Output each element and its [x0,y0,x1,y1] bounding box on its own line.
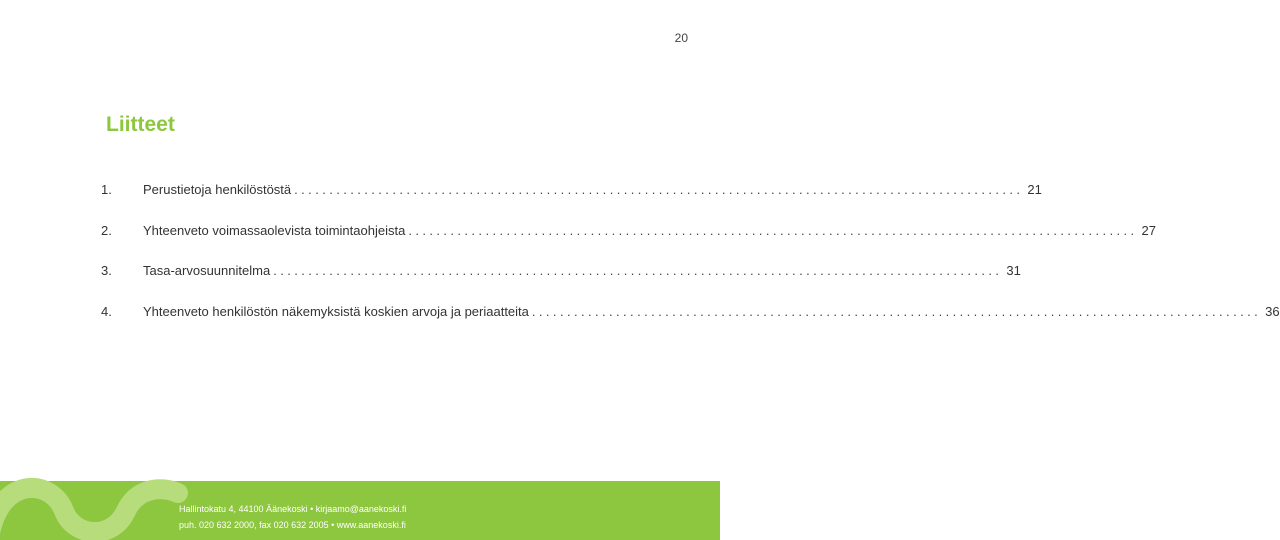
toc-leader-dots: ........................................................................................................ [408,223,1138,238]
footer-address: Hallintokatu 4, 44100 Äänekoski • kirjaamo@aanekoski.fi [179,504,407,514]
toc-number: 1. [101,182,112,197]
toc-row-1[interactable] [0,181,1042,199]
page-number: 20 [674,31,688,45]
toc-page-number: 31 [1006,263,1021,278]
footer-phone: puh. 020 632 2000, fax 020 632 2005 • www.aanekoski.fi [179,520,406,530]
toc-number: 4. [101,304,112,319]
footer-contact [179,501,406,533]
toc-label: Perustietoja henkilöstöstä [143,182,292,197]
toc-row-2[interactable] [0,222,1157,240]
toc-page-number: 27 [1141,223,1157,238]
toc-number: 2. [101,223,112,238]
toc-label: Yhteenveto voimassaolevista toimintaohjeista [143,223,406,238]
toc-row-4[interactable] [0,303,1280,321]
toc-number: 3. [101,263,112,278]
footer-bar [0,481,720,540]
page-title: Liitteet [106,113,175,136]
toc-leader-dots: ........................................................................................................ [294,182,1024,197]
toc-leader-dots: ........................................................................................................ [531,304,1262,319]
swirl-logo-icon [0,481,170,540]
toc-row-3[interactable] [0,262,1021,280]
toc-page-number: 21 [1027,182,1042,197]
toc-leader-dots: ........................................................................................................ [273,263,1003,278]
toc-label: Yhteenveto henkilöstön näkemyksistä koskien arvoja ja periaatteita [143,304,529,319]
toc-label: Tasa-arvosuunnitelma [143,263,271,278]
toc-page-number: 36 [1265,304,1280,319]
